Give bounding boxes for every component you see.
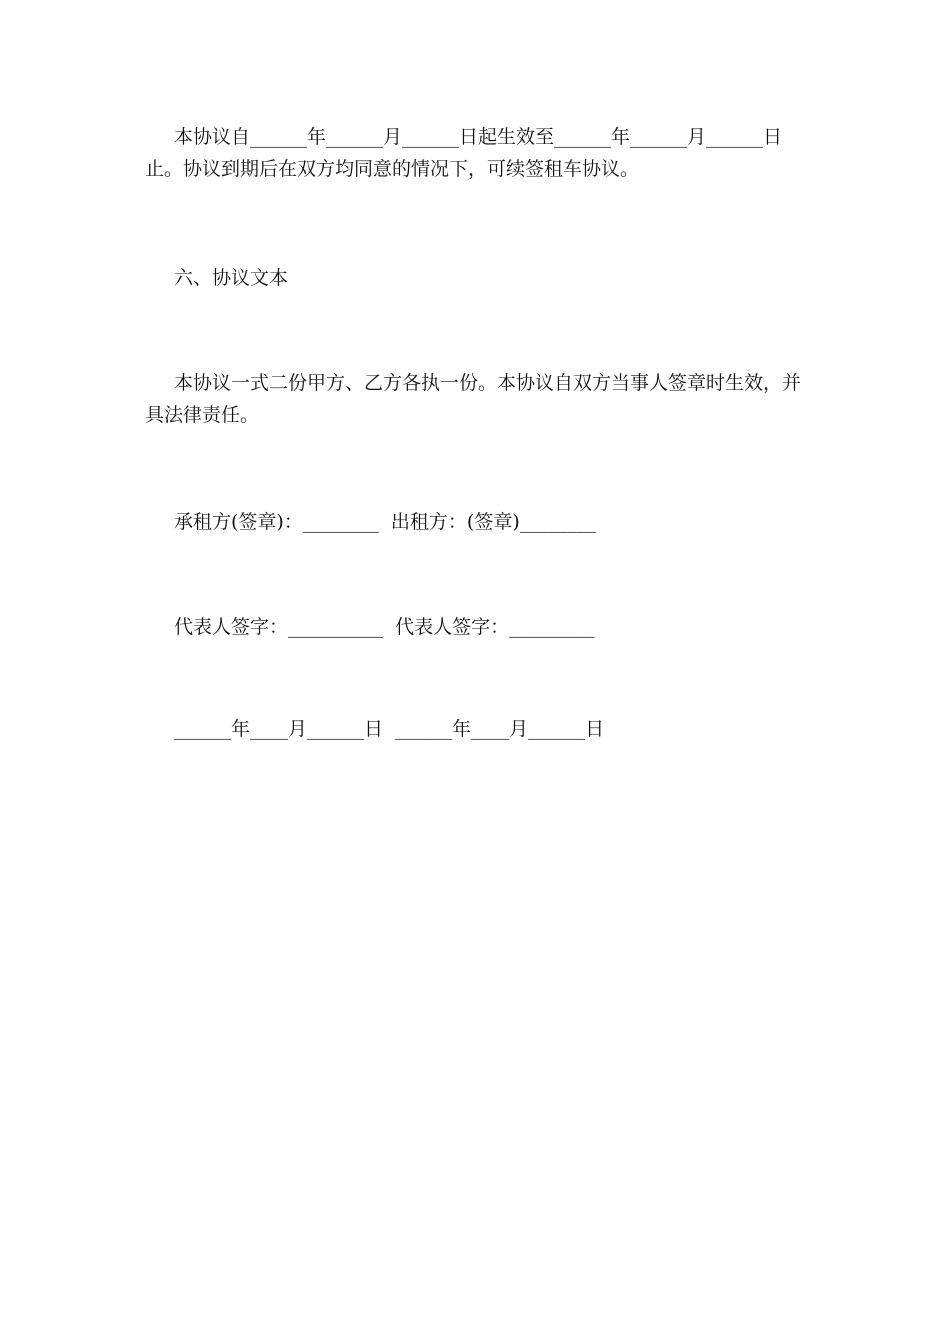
agreement-copies-paragraph: 本协议一式二份甲方、乙方各执一份。本协议自双方当事人签章时生效，并具法律责任。 xyxy=(145,372,802,426)
date-line: ______年____月______日 ______年____月______日 xyxy=(174,718,605,740)
term-paragraph: 本协议自______年______月______日起生效至______年______月______日止。协议到期后在双方均同意的情况下，可续签租车协议。 xyxy=(145,126,783,180)
signature-line: 承租方(签章)：________ 出租方：(签章)________ xyxy=(174,511,596,533)
section-heading-agreement-text: 六、协议文本 xyxy=(174,267,289,289)
representative-signature-line: 代表人签字：__________ 代表人签字：_________ xyxy=(174,616,595,638)
